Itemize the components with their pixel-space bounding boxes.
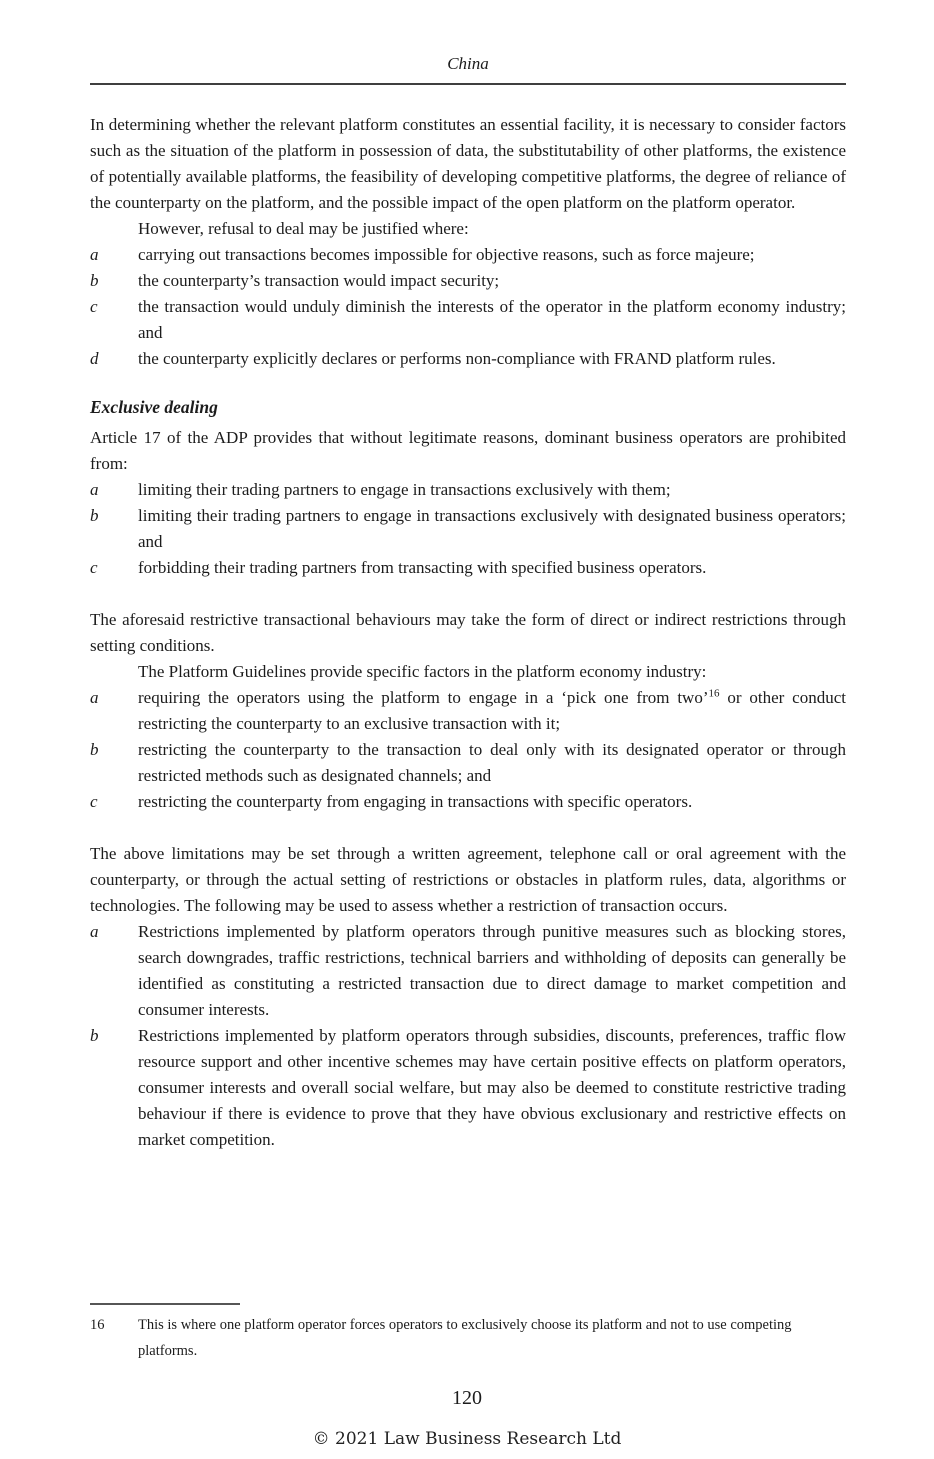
section-gap <box>90 372 846 394</box>
paragraph-guidelines: The Platform Guidelines provide specific factors in the platform economy industry: <box>138 662 707 681</box>
list-item <box>90 1023 846 1153</box>
list-item-text-before: requiring the operators using the platform to engage in a ‘pick one from two’ <box>138 688 709 707</box>
list-item <box>90 919 846 1023</box>
section-gap <box>90 815 846 841</box>
list-item-text: the transaction would unduly diminish the interests of the operator in the platform economy industry; and <box>138 297 846 342</box>
footnote-text: This is where one platform operator forces operators to exclusively choose its platform and not to use competing platforms. <box>138 1317 792 1359</box>
list-marker: b <box>90 271 99 290</box>
running-head-title: China <box>447 54 489 73</box>
list-item-text: the counterparty’s transaction would impact security; <box>138 271 500 290</box>
list-marker: c <box>90 297 98 316</box>
paragraph-however: However, refusal to deal may be justified where: <box>138 219 469 238</box>
section-gap <box>90 581 846 607</box>
list-item-text: limiting their trading partners to engage in transactions exclusively with designated business operators; and <box>138 506 846 551</box>
list-marker: b <box>90 506 99 525</box>
list-item <box>90 789 846 815</box>
page-body <box>90 112 846 1153</box>
footnote-item <box>90 1312 846 1364</box>
copyright-notice: © 2021 Law Business Research Ltd <box>312 1429 622 1449</box>
list-item-text: Restrictions implemented by platform operators through punitive measures such as blocking stores, search downgrades, traffic restrictions, technical barriers and withholding of deposits can generally be identified as constituting a restricted transaction due to direct damage to market competition and consumer interests. <box>138 922 846 1019</box>
list-marker: a <box>90 688 99 707</box>
list-item <box>90 268 846 294</box>
list-item-text: restricting the counterparty to the transaction to deal only with its designated operator or through restricted methods such as designated channels; and <box>138 740 846 785</box>
list-item <box>90 346 846 372</box>
footnote-reference: 16 <box>708 687 720 700</box>
list-item-text <box>138 685 846 737</box>
footnote-block <box>90 1303 846 1364</box>
page-number: 120 <box>452 1387 482 1409</box>
list-item-text: the counterparty explicitly declares or performs non-compliance with FRAND platform rules. <box>138 349 776 368</box>
list-item <box>90 503 846 555</box>
list-marker: c <box>90 558 98 577</box>
header-rule <box>90 83 846 85</box>
list-marker: c <box>90 792 98 811</box>
list-marker: d <box>90 349 99 368</box>
list-marker: b <box>90 740 99 759</box>
list-item-text: Restrictions implemented by platform operators through subsidies, discounts, preferences, traffic flow resource support and other incentive schemes may have certain positive effects on platform operators, consumer interests and overall social welfare, but may also be deemed to constitute restrictive trading behaviour if there is evidence to prove that they have obvious exclusionary and restrictive effects on market competition. <box>138 1026 846 1149</box>
list-marker: a <box>90 245 99 264</box>
list-item <box>90 294 846 346</box>
list-item-text: carrying out transactions becomes impossible for objective reasons, such as force majeure; <box>138 245 755 264</box>
list-item-text: limiting their trading partners to engage in transactions exclusively with them; <box>138 480 671 499</box>
paragraph-article17: Article 17 of the ADP provides that without legitimate reasons, dominant business operators are prohibited from: <box>90 428 846 473</box>
list-item <box>90 737 846 789</box>
list-item-text-after: or other conduct restricting the counterparty to an exclusive transaction with it; <box>138 688 846 733</box>
list-item <box>90 555 846 581</box>
paragraph-aforesaid: The aforesaid restrictive transactional behaviours may take the form of direct or indirect restrictions through setting conditions. <box>90 610 846 655</box>
footnote-number: 16 <box>90 1317 105 1333</box>
list-item <box>90 477 846 503</box>
list-item-text: restricting the counterparty from engaging in transactions with specific operators. <box>138 792 693 811</box>
list-marker: a <box>90 922 99 941</box>
list-item <box>90 685 846 737</box>
footnote-separator <box>90 1303 240 1305</box>
list-marker: b <box>90 1026 99 1045</box>
list-marker: a <box>90 480 99 499</box>
section-heading-exclusive-dealing: Exclusive dealing <box>90 397 218 417</box>
list-item-text: forbidding their trading partners from transacting with specified business operators. <box>138 558 707 577</box>
paragraph-intro: In determining whether the relevant platform constitutes an essential facility, it is necessary to consider factors such as the situation of the platform in possession of data, the substitutability of other platforms, the existence of potentially available platforms, the feasibility of developing competitive platforms, the degree of reliance of the counterparty on the platform, and the possible impact of the open platform on the platform operator. <box>90 115 846 212</box>
list-item <box>90 242 846 268</box>
paragraph-limitations: The above limitations may be set through a written agreement, telephone call or oral agreement with the counterparty, or through the actual setting of restrictions or obstacles in platform rules, data, algorithms or technologies. The following may be used to assess whether a restriction of transaction occurs. <box>90 844 846 915</box>
